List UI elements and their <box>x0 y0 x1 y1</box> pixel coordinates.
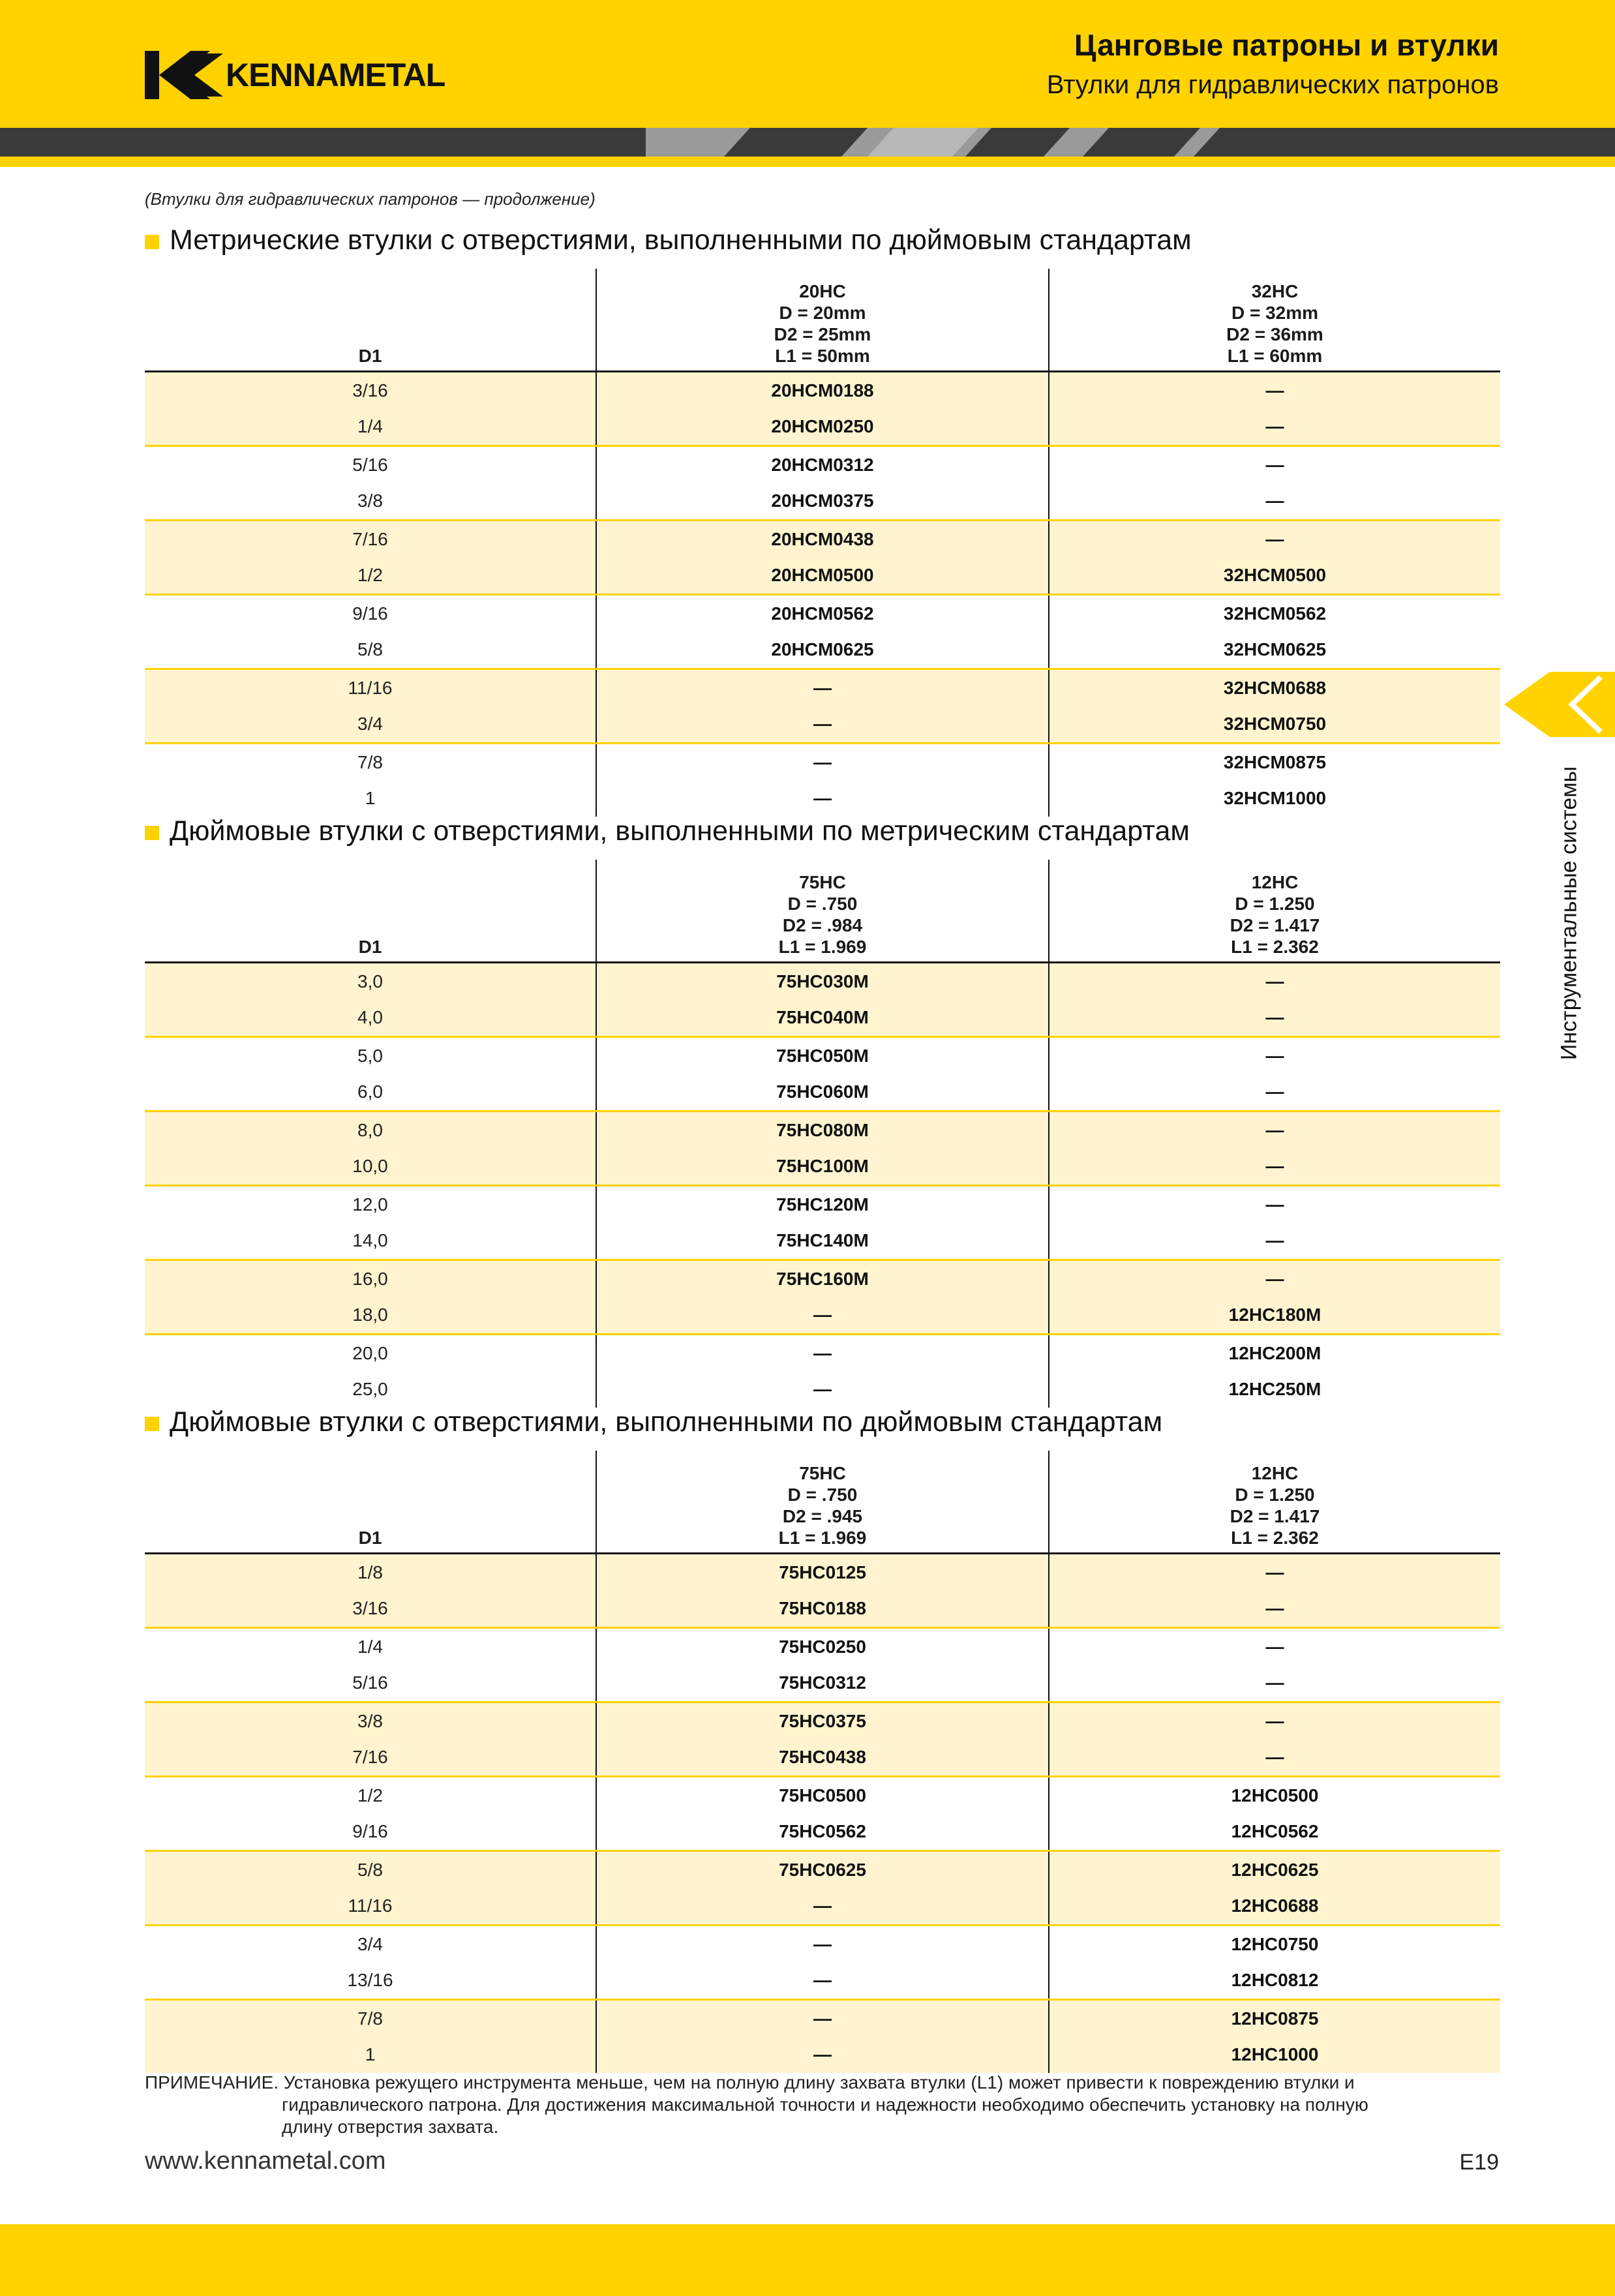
part-number-cell: 75HC0562 <box>596 1814 1049 1851</box>
table-row <box>145 1186 1500 1223</box>
kennametal-k-icon <box>145 48 223 102</box>
table-row <box>145 1223 1500 1260</box>
d1-cell: 6,0 <box>145 1074 596 1111</box>
table-body <box>145 963 1500 1408</box>
part-number-cell: — <box>1049 1037 1500 1074</box>
part-number-cell: — <box>596 1888 1049 1926</box>
d1-cell: 18,0 <box>145 1297 596 1335</box>
column-header-12hc: 12HC D = 1.250 D2 = 1.417 L1 = 2.362 <box>1049 860 1500 963</box>
part-number-cell: — <box>1049 521 1500 558</box>
continuation-note: (Втулки для гидравлических патронов — продолжение) <box>145 189 596 209</box>
header-subtitle: Втулки для гидравлических патронов <box>1046 70 1499 99</box>
table-row <box>145 744 1500 781</box>
part-number-cell: — <box>1049 1591 1500 1628</box>
d1-cell: 7/8 <box>357 751 383 772</box>
column-header-d1: D1 <box>145 860 596 963</box>
d1-cell: 9/16 <box>145 1814 596 1851</box>
table-row <box>145 409 1500 446</box>
footnote: ПРИМЕЧАНИЕ. Установка режущего инструмента меньше, чем на полную длину захвата втулки (L1) может привести к повреждению втулки и гидравлического патрона. Для достижения максимальной точности и надежности необходимо обеспечить установку на полную длину отверстия захвата. <box>145 2072 1368 2137</box>
table-row <box>145 1000 1500 1037</box>
table-row <box>145 1297 1500 1335</box>
part-number-cell: 75HC040M <box>596 1000 1049 1037</box>
column-header-12hc: 12HC D = 1.250 D2 = 1.417 L1 = 2.362 <box>1049 1451 1500 1554</box>
part-number-cell: — <box>1049 1628 1500 1665</box>
part-number-cell: 75HC030M <box>596 963 1049 1000</box>
d1-cell: 11/16 <box>145 1888 596 1926</box>
table-row <box>145 483 1500 521</box>
header-title: Цанговые патроны и втулки <box>1074 28 1499 62</box>
column-header-20hc: 20HC D = 20mm D2 = 25mm L1 = 50mm <box>596 269 1049 372</box>
section-title-3: Дюймовые втулки с отверстиями, выполненными по дюймовым стандартам <box>145 1406 1162 1438</box>
d1-cell: 1/2 <box>357 1785 383 1805</box>
sleeve-table-inch-inch <box>145 1451 1500 2073</box>
column-header-75hc: 75HC D = .750 D2 = .945 L1 = 1.969 <box>596 1451 1049 1554</box>
table-row <box>145 1777 1500 1814</box>
part-number-cell: 12HC0875 <box>1049 2000 1500 2037</box>
part-number-cell: 32HCM0875 <box>1049 744 1500 781</box>
footer-website-link[interactable]: www.kennametal.com <box>145 2147 386 2175</box>
part-number-cell: — <box>1049 1000 1500 1037</box>
part-number-cell: 12HC0750 <box>1049 1926 1500 1963</box>
d1-cell: 1 <box>365 788 376 809</box>
page-number: E19 <box>1459 2150 1499 2175</box>
part-number-cell: 75HC140M <box>596 1223 1049 1260</box>
part-number-cell: 75HC120M <box>596 1186 1049 1223</box>
d1-cell: 9/16 <box>352 603 388 624</box>
table-row <box>145 2037 1500 2074</box>
d1-cell: 14,0 <box>145 1223 596 1260</box>
part-number-cell: — <box>1049 1149 1500 1186</box>
table-row <box>145 1851 1500 1888</box>
part-number-cell: — <box>1049 1740 1500 1777</box>
d1-cell: 12,0 <box>352 1194 388 1215</box>
kennametal-logo <box>145 48 445 102</box>
table-body <box>145 1554 1500 2074</box>
part-number-cell: 32HCM1000 <box>1049 781 1500 817</box>
section-title-1: Метрические втулки с отверстиями, выполненными по дюймовым стандартам <box>145 224 1192 256</box>
part-number-cell: 75HC050M <box>596 1037 1049 1074</box>
part-number-cell: 20HCM0312 <box>596 446 1049 483</box>
table-body <box>145 372 1500 817</box>
d1-cell: 25,0 <box>352 1379 388 1400</box>
d1-cell: 3/16 <box>145 372 596 409</box>
d1-cell: 1/4 <box>357 1636 383 1657</box>
table-row <box>145 521 1500 558</box>
column-header-32hc: 32HC D = 32mm D2 = 36mm L1 = 60mm <box>1049 269 1500 372</box>
side-section-label: Инструментальные системы <box>1556 766 1582 1061</box>
table-row <box>145 1260 1500 1297</box>
d1-cell: 7/16 <box>145 1740 596 1777</box>
table-row <box>145 1963 1500 2000</box>
part-number-cell: — <box>596 706 1049 744</box>
header-underline <box>0 157 1615 167</box>
page-header <box>0 0 1615 128</box>
d1-cell: 3/8 <box>145 1702 596 1740</box>
part-number-cell: 20HCM0375 <box>596 483 1049 521</box>
square-bullet-icon <box>145 1417 159 1431</box>
part-number-cell: 75HC0188 <box>596 1591 1049 1628</box>
square-bullet-icon <box>145 235 159 249</box>
part-number-cell: — <box>596 744 1049 781</box>
part-number-cell: — <box>1049 1554 1500 1591</box>
table-row <box>145 1591 1500 1628</box>
section-title-2: Дюймовые втулки с отверстиями, выполненными по метрическим стандартам <box>145 815 1190 847</box>
d1-cell: 13/16 <box>145 1963 596 2000</box>
d1-cell: 1/4 <box>145 409 596 446</box>
square-bullet-icon <box>145 826 159 840</box>
column-header-d1: D1 <box>145 269 596 372</box>
sleeve-table-metric-inch <box>145 269 1500 817</box>
part-number-cell: — <box>596 1926 1049 1963</box>
table-row <box>145 1149 1500 1186</box>
part-number-cell: 32HCM0500 <box>1049 558 1500 595</box>
part-number-cell: 75HC0125 <box>596 1554 1049 1591</box>
table-row <box>145 1111 1500 1149</box>
part-number-cell: — <box>1049 1260 1500 1297</box>
d1-cell: 10,0 <box>145 1149 596 1186</box>
part-number-cell: 75HC160M <box>596 1260 1049 1297</box>
decorative-stripe <box>0 128 1615 157</box>
part-number-cell: 12HC180M <box>1049 1297 1500 1335</box>
table-row <box>145 1814 1500 1851</box>
part-number-cell: — <box>1049 1074 1500 1111</box>
part-number-cell: 75HC100M <box>596 1149 1049 1186</box>
table-row <box>145 1335 1500 1372</box>
d1-cell: 11/16 <box>145 669 596 706</box>
part-number-cell: 20HCM0188 <box>596 372 1049 409</box>
table-row <box>145 963 1500 1000</box>
table-row <box>145 1037 1500 1074</box>
table-row <box>145 1888 1500 1926</box>
table-row <box>145 669 1500 706</box>
brand-name: KENNAMETAL <box>226 57 445 93</box>
table-row <box>145 781 1500 817</box>
part-number-cell: 12HC0562 <box>1049 1814 1500 1851</box>
d1-cell: 3/4 <box>357 1933 383 1954</box>
part-number-cell: — <box>1049 963 1500 1000</box>
part-number-cell: 12HC0812 <box>1049 1963 1500 2000</box>
part-number-cell: 75HC0500 <box>596 1777 1049 1814</box>
part-number-cell: 75HC080M <box>596 1111 1049 1149</box>
d1-cell: 16,0 <box>145 1260 596 1297</box>
part-number-cell: 32HCM0625 <box>1049 632 1500 669</box>
column-header-d1: D1 <box>145 1451 596 1554</box>
part-number-cell: 20HCM0500 <box>596 558 1049 595</box>
part-number-cell: 32HCM0750 <box>1049 706 1500 744</box>
table-row <box>145 1628 1500 1665</box>
d1-cell: 1 <box>145 2037 596 2074</box>
footer-bar <box>0 2224 1615 2296</box>
part-number-cell: 75HC0250 <box>596 1628 1049 1665</box>
part-number-cell: — <box>1049 446 1500 483</box>
part-number-cell: 12HC0500 <box>1049 1777 1500 1814</box>
part-number-cell: 20HCM0250 <box>596 409 1049 446</box>
d1-cell: 5,0 <box>357 1045 383 1066</box>
part-number-cell: 12HC1000 <box>1049 2037 1500 2074</box>
part-number-cell: 12HC0688 <box>1049 1888 1500 1926</box>
d1-cell: 5/16 <box>145 1665 596 1702</box>
table-row <box>145 706 1500 744</box>
part-number-cell: — <box>1049 483 1500 521</box>
table-row <box>145 1926 1500 1963</box>
part-number-cell: — <box>1049 1111 1500 1149</box>
d1-cell: 20,0 <box>352 1342 388 1363</box>
part-number-cell: 12HC200M <box>1049 1335 1500 1372</box>
table-row <box>145 1740 1500 1777</box>
table-row <box>145 446 1500 483</box>
sleeve-table-inch-metric <box>145 860 1500 1408</box>
d1-cell: 3/16 <box>145 1591 596 1628</box>
d1-cell: 5/16 <box>352 454 388 475</box>
part-number-cell: 75HC0312 <box>596 1665 1049 1702</box>
part-number-cell: 12HC250M <box>1049 1372 1500 1408</box>
part-number-cell: 75HC0375 <box>596 1702 1049 1740</box>
part-number-cell: — <box>596 1372 1049 1408</box>
table-row <box>145 1702 1500 1740</box>
table-row <box>145 558 1500 595</box>
d1-cell: 3/8 <box>145 483 596 521</box>
part-number-cell: — <box>1049 372 1500 409</box>
d1-cell: 1/2 <box>145 558 596 595</box>
part-number-cell: — <box>596 2037 1049 2074</box>
d1-cell: 1/8 <box>145 1554 596 1591</box>
part-number-cell: — <box>1049 1665 1500 1702</box>
part-number-cell: — <box>596 1297 1049 1335</box>
part-number-cell: — <box>596 1335 1049 1372</box>
table-row <box>145 2000 1500 2037</box>
table-row <box>145 1074 1500 1111</box>
part-number-cell: — <box>1049 1223 1500 1260</box>
part-number-cell: 32HCM0562 <box>1049 595 1500 632</box>
table-row <box>145 1665 1500 1702</box>
table-row <box>145 372 1500 409</box>
part-number-cell: 20HCM0438 <box>596 521 1049 558</box>
part-number-cell: 12HC0625 <box>1049 1851 1500 1888</box>
section-tab-chevron-icon[interactable] <box>1504 672 1615 737</box>
part-number-cell: — <box>596 1963 1049 2000</box>
part-number-cell: — <box>1049 1702 1500 1740</box>
part-number-cell: — <box>596 669 1049 706</box>
part-number-cell: 20HCM0562 <box>596 595 1049 632</box>
table-row <box>145 595 1500 632</box>
d1-cell: 7/8 <box>145 2000 596 2037</box>
d1-cell: 5/8 <box>145 632 596 669</box>
part-number-cell: 75HC0438 <box>596 1740 1049 1777</box>
d1-cell: 8,0 <box>145 1111 596 1149</box>
table-row <box>145 1372 1500 1408</box>
column-header-75hc: 75HC D = .750 D2 = .984 L1 = 1.969 <box>596 860 1049 963</box>
part-number-cell: 75HC0625 <box>596 1851 1049 1888</box>
d1-cell: 3,0 <box>145 963 596 1000</box>
part-number-cell: — <box>1049 409 1500 446</box>
part-number-cell: 32HCM0688 <box>1049 669 1500 706</box>
d1-cell: 4,0 <box>145 1000 596 1037</box>
part-number-cell: — <box>596 781 1049 817</box>
d1-cell: 5/8 <box>145 1851 596 1888</box>
part-number-cell: 20HCM0625 <box>596 632 1049 669</box>
part-number-cell: — <box>1049 1186 1500 1223</box>
table-row <box>145 632 1500 669</box>
table-row <box>145 1554 1500 1591</box>
part-number-cell: — <box>596 2000 1049 2037</box>
part-number-cell: 75HC060M <box>596 1074 1049 1111</box>
d1-cell: 3/4 <box>145 706 596 744</box>
d1-cell: 7/16 <box>145 521 596 558</box>
